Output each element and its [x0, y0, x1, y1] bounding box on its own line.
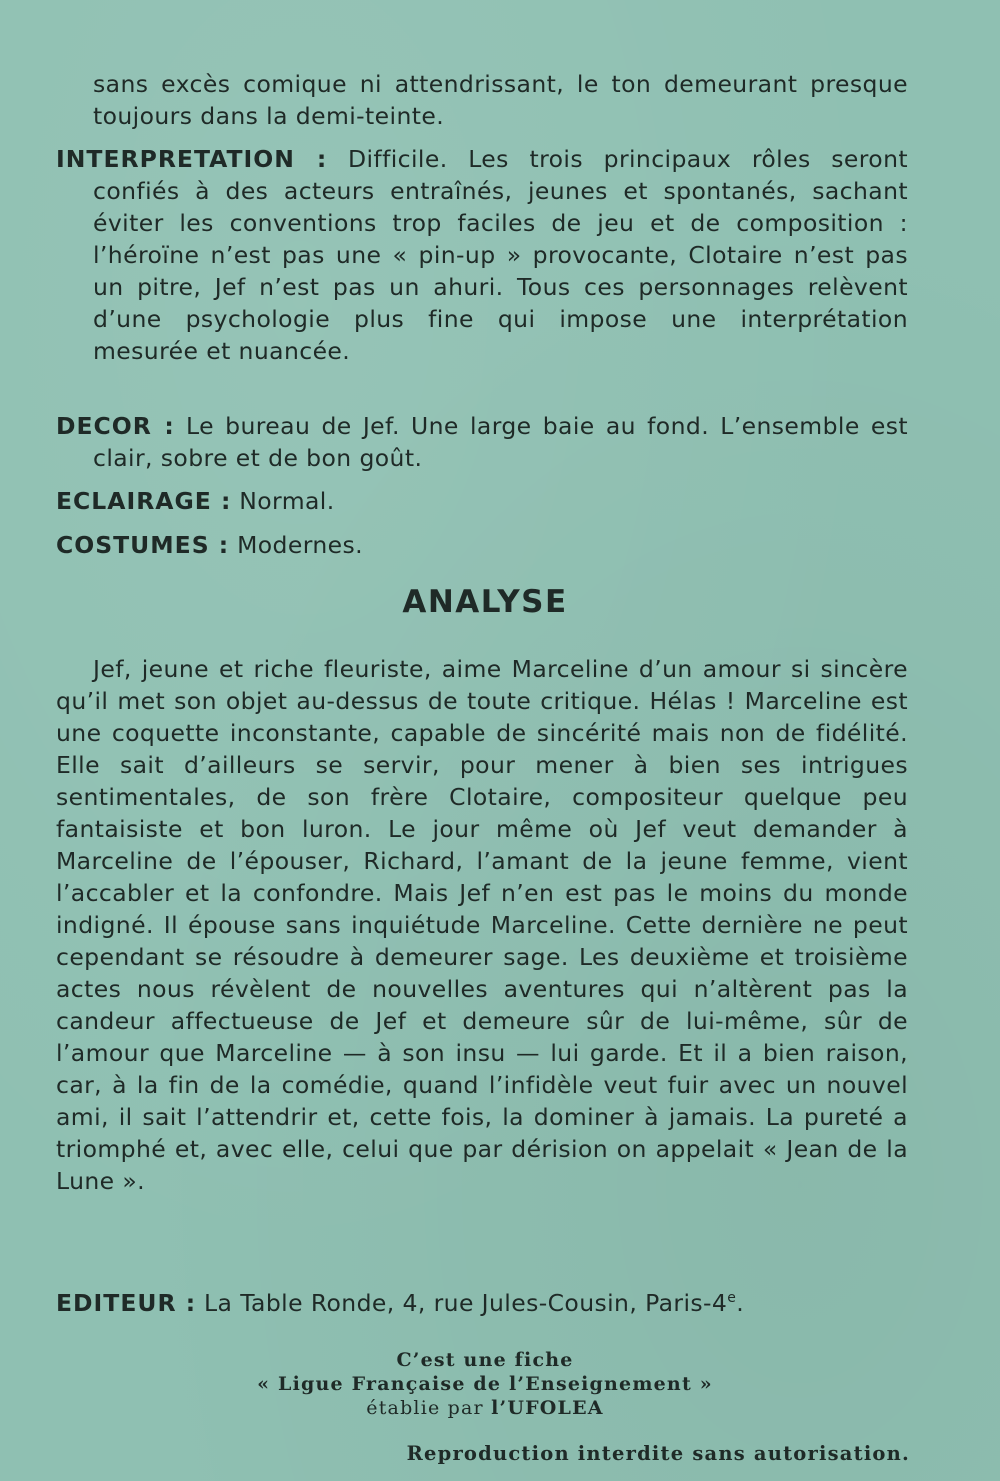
footer-line-2: « Ligue Française de l’Enseignement »	[257, 1373, 713, 1395]
footer-line-1: C’est une fiche	[396, 1349, 574, 1371]
costumes-section	[56, 529, 908, 561]
editeur-section	[56, 1282, 908, 1319]
reproduction-notice: Reproduction interdite sans autorisation.	[406, 1442, 910, 1465]
continuation-text: sans excès comique ni attendrissant, le ton demeurant presque toujours dans la demi-teinte.	[93, 70, 908, 130]
decor-section	[56, 410, 908, 474]
analyse-title: ANALYSE	[402, 584, 568, 620]
editeur-end: .	[736, 1288, 745, 1317]
interpretation-label: INTERPRETATION :	[56, 145, 328, 173]
footer-line-3-pre: établie par	[366, 1397, 484, 1419]
eclairage-text: Normal.	[239, 487, 335, 515]
interpretation-text: Difficile. Les trois principaux rôles seront confiés à des acteurs entraînés, jeunes et spontanés, sachant éviter les conventions trop faciles de jeu et de composition : l’héroïne n’est pas une « pin-up » provocante, Clotaire n’est pas un pitre, Jef n’est pas un ahuri. Tous ces personnages relèvent d’une psychologie plus fine qui impose une interprétation mesurée et nuancée.	[93, 145, 908, 365]
analyse-text: Jef, jeune et riche fleuriste, aime Marceline d’un amour si sincère qu’il met son objet au-dessus de toute critique. Hélas ! Marceline est une coquette inconstante, capable de sincérité mais non de fidélité. Elle sait d’ailleurs se servir, pour mener à bien ses intrigues sentimentales, de son frère Clotaire, compositeur quelque peu fantaisiste et bon luron. Le jour même où Jef veut demander à Marceline de l’épouser, Richard, l’amant de la jeune femme, vient l’accabler et la confondre. Mais Jef n’en est pas le moins du monde indigné. Il épouse sans inquiétude Marceline. Cette dernière ne peut cependant se résoudre à demeurer sage. Les deuxième et troisième actes nous révèlent de nouvelles aventures qui n’altèrent pas la candeur affectueuse de Jef et demeure sûr de lui-même, sûr de l’amour que Marceline — à son insu — lui garde. Et il a bien raison, car, à la fin de la comédie, quand l’infidèle veut fuir avec un nouvel ami, il sait l’attendrir et, cette fois, la dominer à jamais. La pureté a triomphé et, avec elle, celui que par dérision on appelait « Jean de la Lune ».	[56, 655, 908, 1195]
editeur-text: La Table Ronde, 4, rue Jules-Cousin, Paris-4	[204, 1288, 728, 1317]
continuation-paragraph	[93, 68, 908, 132]
footer-line-3	[200, 1396, 770, 1420]
footer-line-3-bold: l’UFOLEA	[491, 1397, 604, 1419]
eclairage-label: ECLAIRAGE :	[56, 487, 232, 515]
editeur-label: EDITEUR :	[56, 1288, 197, 1317]
eclairage-section	[56, 485, 908, 517]
editeur-superscript: e	[727, 1290, 737, 1306]
costumes-text: Modernes.	[237, 531, 364, 559]
interpretation-section	[56, 143, 908, 367]
decor-label: DECOR :	[56, 412, 175, 440]
footer-credit	[200, 1348, 770, 1420]
decor-text: Le bureau de Jef. Une large baie au fond. L’ensemble est clair, sobre et de bon goût.	[93, 412, 908, 472]
analyse-paragraph	[56, 653, 908, 1197]
costumes-label: COSTUMES :	[56, 531, 230, 559]
